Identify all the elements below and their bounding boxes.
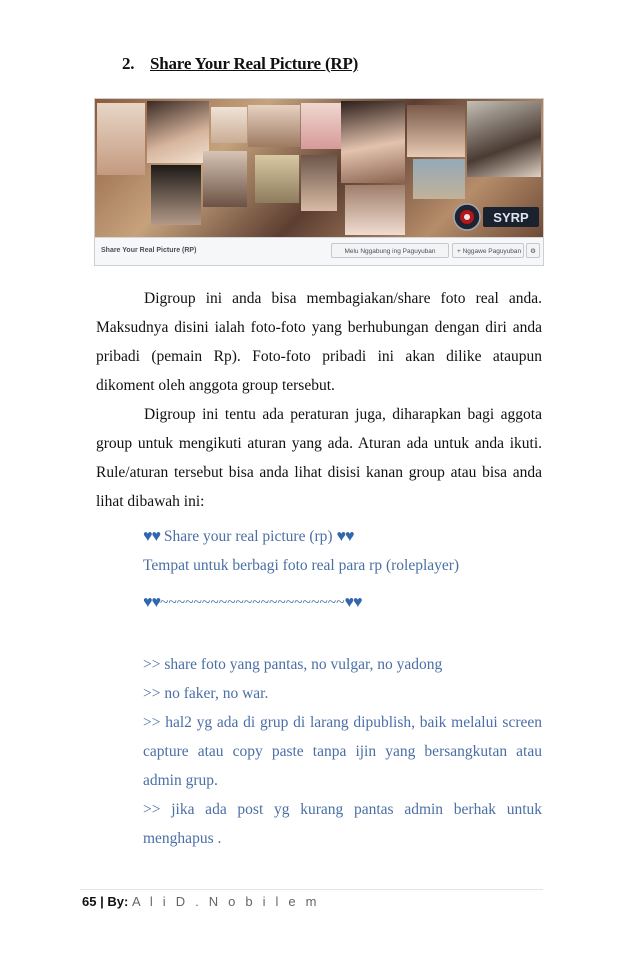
rules-divider-line	[143, 588, 542, 617]
settings-gear-icon[interactable]: ⚙	[526, 243, 540, 258]
collage-photo	[345, 185, 405, 235]
collage-photo	[255, 155, 299, 203]
footer-author: A l i D . N o b i l e m	[131, 894, 320, 909]
rule-item: >> jika ada post yg kurang pantas admin berhak untuk menghapus .	[143, 801, 542, 847]
section-heading	[122, 54, 358, 74]
page-number: 65	[82, 894, 97, 909]
heart-icon: ♥♥	[143, 594, 160, 611]
section-title: Share Your Real Picture (RP)	[150, 54, 359, 73]
group-cover-image	[94, 98, 544, 266]
join-group-button[interactable]: Melu Nggabung ing Paguyuban	[331, 243, 449, 258]
footer-divider	[80, 889, 543, 890]
collage-photo	[413, 159, 465, 199]
collage-photo	[203, 151, 247, 207]
group-info-bar	[95, 237, 543, 266]
rule-item: >> hal2 yg ada di grup di larang dipublish, baik melalui screen capture atau copy paste tanpa ijin yang bersangkutan atau admin grup.	[143, 714, 542, 789]
footer-separator: |	[100, 894, 104, 909]
syrp-logo	[453, 202, 541, 232]
rule-item: >> no faker, no war.	[143, 685, 269, 702]
collage-photo	[97, 103, 145, 175]
rules-divider: ~~~~~~~~~~~~~~~~~~~~~~	[160, 594, 345, 611]
page-footer	[82, 894, 320, 909]
collage-photo	[151, 165, 201, 225]
collage-photo	[301, 155, 337, 211]
collage-photo	[248, 105, 300, 147]
collage-photo	[301, 103, 341, 149]
rules-group-title-line	[143, 522, 542, 551]
footer-by-label: By:	[107, 894, 129, 909]
heart-icon: ♥♥	[344, 594, 362, 611]
syrp-logo-text: SYRP	[493, 210, 529, 225]
body-paragraph-2	[96, 400, 542, 516]
rules-list	[143, 650, 542, 853]
rules-group-title: Share your real picture (rp)	[163, 528, 333, 545]
collage-photo	[407, 105, 465, 157]
collage-photo	[211, 107, 247, 143]
paragraph-text: Digroup ini anda bisa membagiakan/share foto real anda. Maksudnya disini ialah foto-foto yang berhubungan dengan diri anda pribadi (pemain Rp). Foto-foto pribadi ini akan dilike ataupun dikoment oleh anggota group tersebut.	[96, 290, 542, 394]
rule-item: >> share foto yang pantas, no vulgar, no yadong	[143, 656, 443, 673]
section-number: 2.	[122, 54, 135, 73]
rules-subtitle: Tempat untuk berbagi foto real para rp (roleplayer)	[143, 557, 460, 574]
collage-photo	[341, 101, 405, 183]
body-paragraph-1	[96, 284, 542, 400]
rules-block	[143, 522, 542, 617]
heart-icon: ♥♥	[336, 528, 354, 545]
collage-photo	[147, 101, 209, 163]
group-name: Share Your Real Picture (RP)	[101, 247, 197, 254]
create-group-button[interactable]: + Nggawe Paguyuban	[452, 243, 524, 258]
paragraph-text: Digroup ini tentu ada peraturan juga, diharapkan bagi aggota group untuk mengikuti aturan yang ada. Aturan ada untuk anda ikuti. Rule/aturan tersebut bisa anda lihat disisi kanan group atau bisa anda lihat dibawah ini:	[96, 406, 542, 510]
collage-photo	[467, 101, 541, 177]
photo-collage	[95, 99, 543, 237]
heart-icon: ♥♥	[143, 528, 160, 545]
